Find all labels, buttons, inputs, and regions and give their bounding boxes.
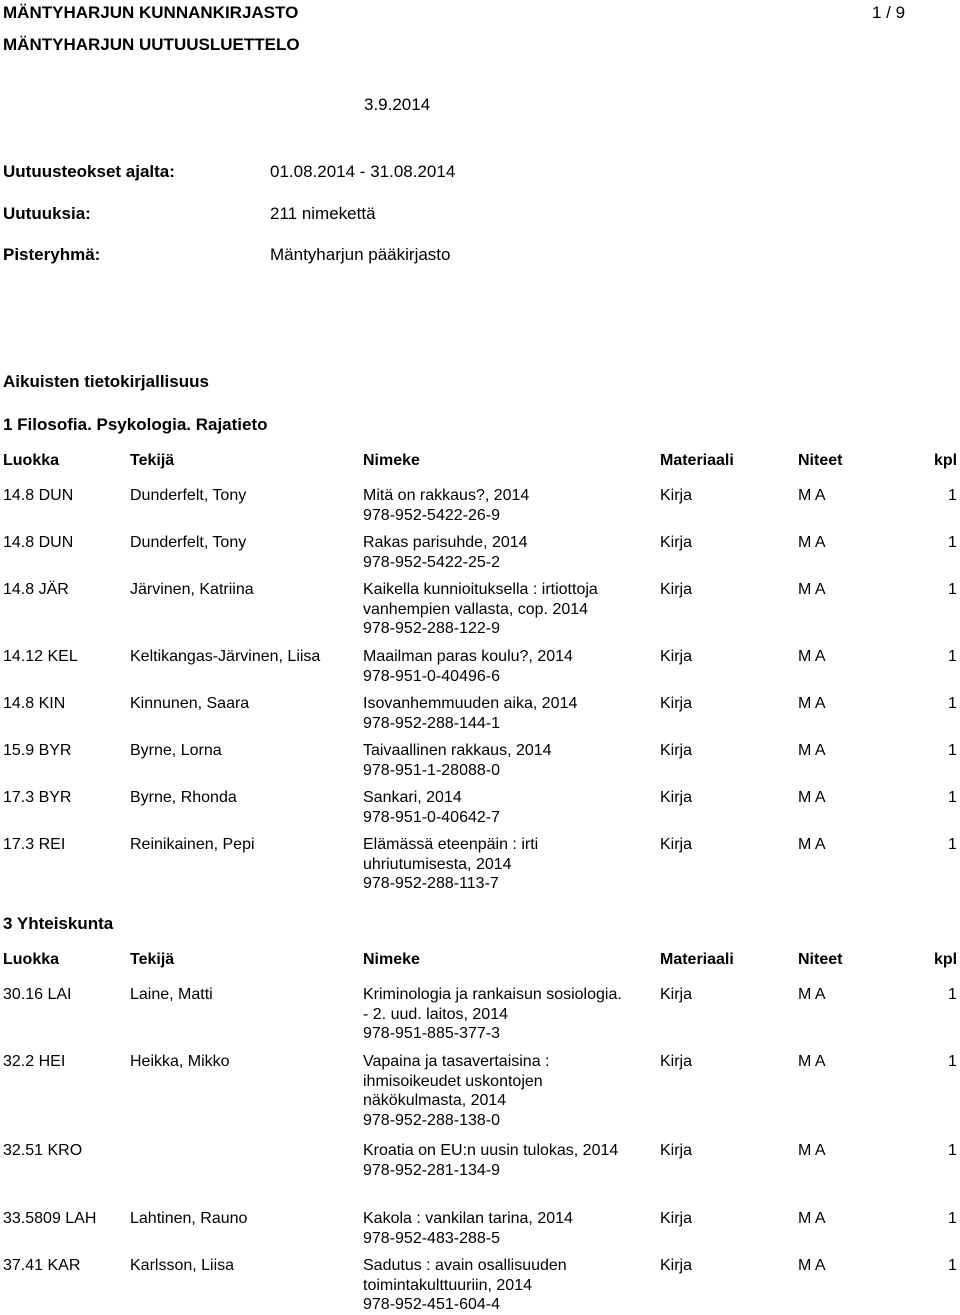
title-line: ihmisoikeudet uskontojen [363,1072,543,1090]
cell-nimeke [363,1141,648,1180]
cell-tekija: Järvinen, Katriina [130,581,254,598]
cell-kpl: 1 [948,1257,957,1274]
group-value: Mäntyharjun pääkirjasto [270,245,451,264]
cell-materiaali: Kirja [660,534,693,551]
col-materiaali: Materiaali [660,452,734,469]
cell-kpl: 1 [948,487,957,504]
title-line: vanhempien vallasta, cop. 2014 [363,600,589,618]
cell-kpl: 1 [948,836,957,853]
cell-tekija: Keltikangas-Järvinen, Liisa [130,648,321,665]
cell-luokka: 33.5809 LAH [3,1210,97,1227]
col-nimeke: Nimeke [363,951,420,968]
cell-niteet: M A [798,534,826,551]
cell-kpl: 1 [948,581,957,598]
column-headers [0,452,960,474]
cell-nimeke [363,694,648,733]
title-line: Maailman paras koulu?, 2014 [363,648,573,665]
cell-nimeke [363,1209,648,1248]
isbn-line: 978-952-288-138-0 [363,1111,500,1129]
isbn-line: 978-951-885-377-3 [363,1025,500,1042]
cell-niteet: M A [798,695,826,712]
library-name: MÄNTYHARJUN KUNNANKIRJASTO [3,3,299,22]
cell-tekija: Reinikainen, Pepi [130,836,255,853]
isbn-line: 978-952-451-604-4 [363,1296,500,1313]
cell-materiaali: Kirja [660,836,693,853]
cell-luokka: 14.12 KEL [3,648,78,665]
cell-nimeke [363,647,648,686]
col-niteet: Niteet [798,951,843,968]
cell-nimeke [363,788,648,827]
isbn-line: 978-952-5422-26-9 [363,506,500,524]
cell-kpl: 1 [948,789,957,806]
isbn-line: 978-952-288-144-1 [363,714,500,732]
cell-materiaali: Kirja [660,695,693,712]
cell-niteet: M A [798,742,826,759]
cell-nimeke [363,985,648,1044]
period-label: Uutuusteokset ajalta: [3,162,175,181]
cell-tekija: Byrne, Lorna [130,742,222,759]
cell-luokka: 32.51 KRO [3,1142,83,1159]
cell-nimeke [363,1052,648,1130]
isbn-line: 978-951-1-28088-0 [363,761,500,779]
cell-nimeke [363,580,648,639]
page-number: 1 / 9 [872,3,906,22]
cell-niteet: M A [798,1257,826,1274]
title-line: Mitä on rakkaus?, 2014 [363,487,530,504]
cell-materiaali: Kirja [660,1142,693,1159]
title-line: Kakola : vankilan tarina, 2014 [363,1210,573,1227]
title-line: Sadutus : avain osallisuuden [363,1257,567,1274]
category-heading: Aikuisten tietokirjallisuus [3,372,209,391]
cell-luokka: 30.16 LAI [3,986,72,1003]
cell-tekija: Lahtinen, Rauno [130,1210,248,1227]
isbn-line: 978-952-281-134-9 [363,1161,500,1179]
cell-materiaali: Kirja [660,742,693,759]
cell-tekija: Laine, Matti [130,986,213,1003]
count-label: Uutuuksia: [3,204,91,223]
cell-niteet: M A [798,1053,826,1070]
title-line: Taivaallinen rakkaus, 2014 [363,742,552,759]
cell-nimeke [363,533,648,572]
cell-niteet: M A [798,1142,826,1159]
col-luokka: Luokka [3,951,60,968]
cell-kpl: 1 [948,534,957,551]
cell-kpl: 1 [948,986,957,1003]
isbn-line: 978-952-5422-25-2 [363,553,500,571]
section-heading: 3 Yhteiskunta [3,914,114,933]
cell-kpl: 1 [948,695,957,712]
cell-tekija: Byrne, Rhonda [130,789,237,806]
cell-luokka: 14.8 DUN [3,534,74,551]
cell-niteet: M A [798,836,826,853]
title-line: Kaikella kunnioituksella : irtiottoja [363,581,598,598]
col-materiaali: Materiaali [660,951,734,968]
cell-luokka: 14.8 DUN [3,487,74,504]
title-line: Isovanhemmuuden aika, 2014 [363,695,578,712]
cell-kpl: 1 [948,742,957,759]
cell-materiaali: Kirja [660,1053,693,1070]
cell-kpl: 1 [948,1210,957,1227]
cell-luokka: 17.3 BYR [3,789,72,806]
cell-niteet: M A [798,487,826,504]
title-line: Rakas parisuhde, 2014 [363,534,528,551]
cell-materiaali: Kirja [660,986,693,1003]
isbn-line: 978-951-0-40496-6 [363,667,500,685]
title-line: uhriutumisesta, 2014 [363,855,512,873]
period-value: 01.08.2014 - 31.08.2014 [270,162,456,181]
cell-niteet: M A [798,986,826,1003]
title-line: Vapaina ja tasavertaisina : [363,1053,550,1070]
cell-niteet: M A [798,789,826,806]
cell-luokka: 17.3 REI [3,836,66,853]
cell-nimeke [363,741,648,780]
isbn-line: 978-951-0-40642-7 [363,808,500,826]
cell-tekija: Karlsson, Liisa [130,1257,235,1274]
col-kpl: kpl [934,452,958,469]
title-line: Elämässä eteenpäin : irti [363,836,539,853]
cell-materiaali: Kirja [660,1257,693,1274]
isbn-line: 978-952-288-113-7 [363,875,499,892]
cell-materiaali: Kirja [660,487,693,504]
cell-kpl: 1 [948,1053,957,1070]
cell-tekija: Dunderfelt, Tony [130,487,247,504]
title-line: toimintakulttuuriin, 2014 [363,1276,532,1294]
cell-materiaali: Kirja [660,648,693,665]
col-tekija: Tekijä [130,951,175,968]
column-headers [0,951,960,973]
report-date: 3.9.2014 [364,95,431,114]
cell-materiaali: Kirja [660,1210,693,1227]
cell-niteet: M A [798,648,826,665]
col-kpl: kpl [934,951,958,968]
cell-niteet: M A [798,581,826,598]
cell-tekija: Dunderfelt, Tony [130,534,247,551]
isbn-line: 978-952-483-288-5 [363,1229,500,1247]
cell-tekija: Kinnunen, Saara [130,695,250,712]
cell-kpl: 1 [948,1142,957,1159]
col-nimeke: Nimeke [363,452,420,469]
cell-luokka: 14.8 JÄR [3,581,69,598]
cell-materiaali: Kirja [660,581,693,598]
cell-nimeke [363,835,648,894]
cell-luokka: 15.9 BYR [3,742,72,759]
col-niteet: Niteet [798,452,843,469]
group-label: Pisteryhmä: [3,245,101,264]
cell-luokka: 32.2 HEI [3,1053,66,1070]
cell-luokka: 14.8 KIN [3,695,66,712]
count-value: 211 nimekettä [270,204,376,223]
cell-materiaali: Kirja [660,789,693,806]
cell-nimeke [363,486,648,525]
title-line: Kroatia on EU:n uusin tulokas, 2014 [363,1142,619,1159]
cell-tekija: Heikka, Mikko [130,1053,230,1070]
title-line: Kriminologia ja rankaisun sosiologia. [363,986,622,1003]
title-line: näkökulmasta, 2014 [363,1092,507,1109]
list-title: MÄNTYHARJUN UUTUUSLUETTELO [3,35,300,54]
title-line: Sankari, 2014 [363,789,462,806]
cell-niteet: M A [798,1210,826,1227]
section-heading: 1 Filosofia. Psykologia. Rajatieto [3,415,268,434]
cell-kpl: 1 [948,648,957,665]
title-line: - 2. uud. laitos, 2014 [363,1005,508,1023]
cell-luokka: 37.41 KAR [3,1257,81,1274]
col-tekija: Tekijä [130,452,175,469]
isbn-line: 978-952-288-122-9 [363,620,500,637]
col-luokka: Luokka [3,452,60,469]
cell-nimeke [363,1256,648,1315]
